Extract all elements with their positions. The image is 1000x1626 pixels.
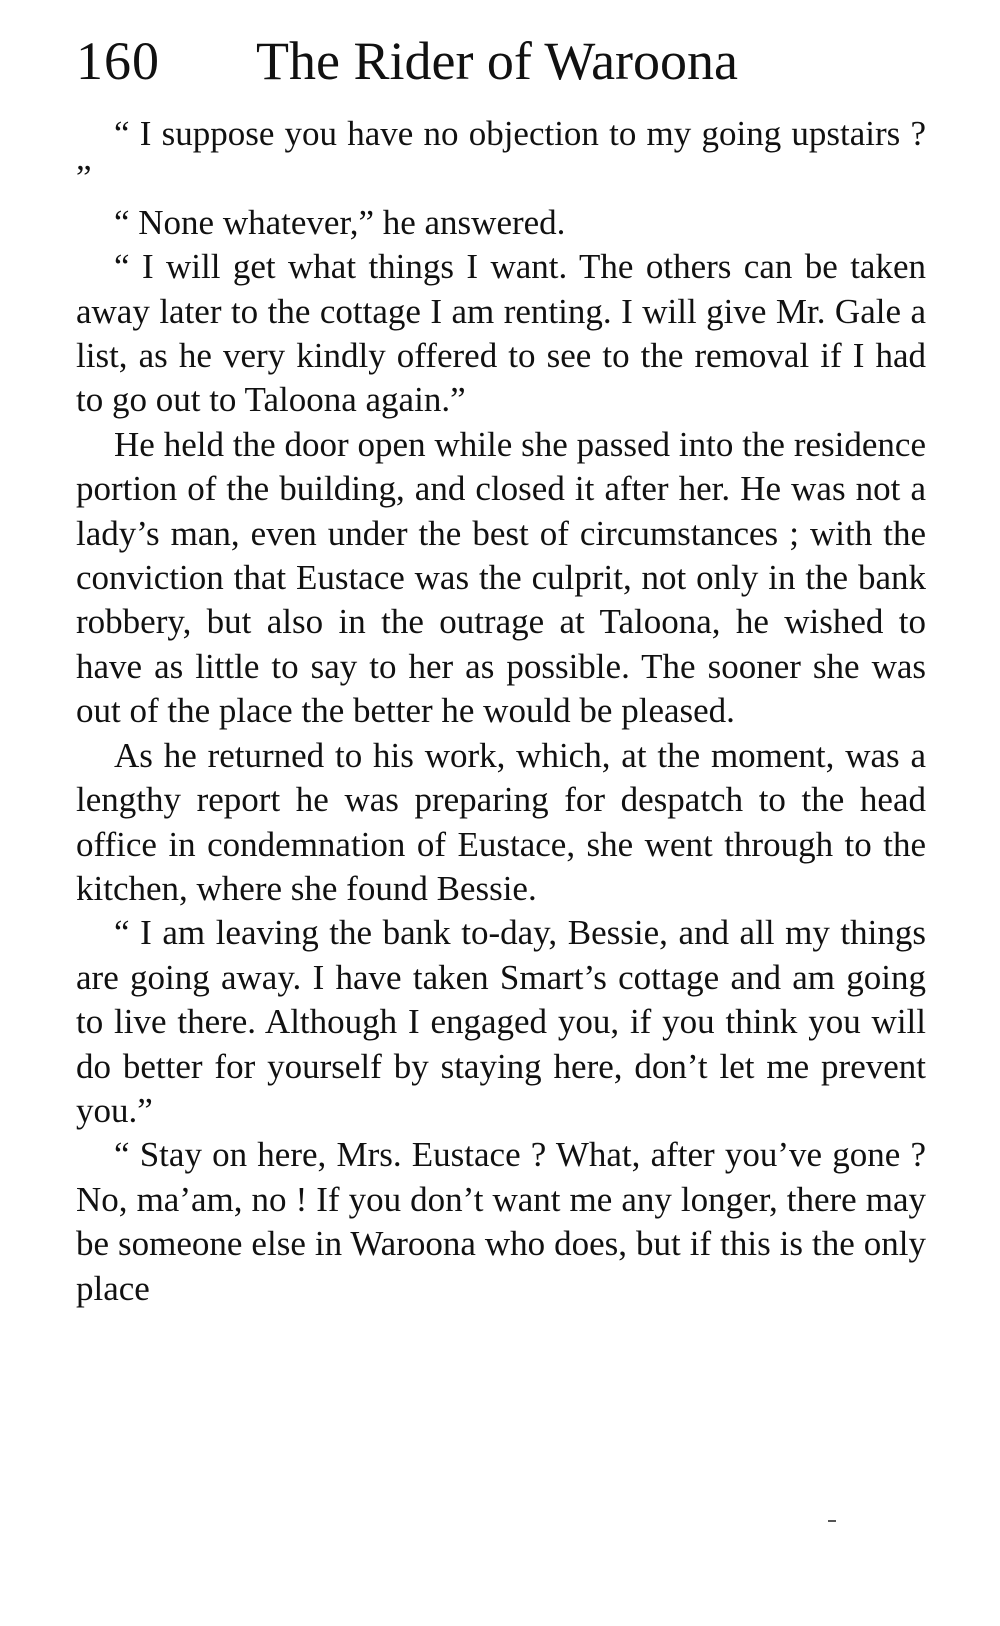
paragraph: “ Stay on here, Mrs. Eustace ? What, after you’ve gone ? No, ma’am, no ! If you don’t want me any longer, there may be someone else in Waroona who does, but if this is the only place [76, 1135, 926, 1308]
body-text [76, 112, 926, 1311]
print-speck [828, 1520, 836, 1522]
paragraph: As he returned to his work, which, at the moment, was a lengthy report he was preparing for despatch to the head office in condemnation of Eustace, she went through to the kitchen, where she found Bessie. [76, 735, 926, 908]
paragraph: “ I will get what things I want. The others can be taken away later to the cottage I am renting. I will give Mr. Gale a list, as he very kindly offered to see to the removal if I had to go out to Taloona again.” [76, 247, 926, 420]
page-header [76, 28, 926, 94]
paragraph: “ I am leaving the bank to-day, Bessie, and all my things are going away. I have taken Smart’s cottage and am going to live there. Although I engaged you, if you think you will do better for yourself by staying here, don’t let me prevent you.” [76, 913, 926, 1130]
paragraph: “ None whatever,” he answered. [114, 202, 566, 242]
running-title: The Rider of Waroona [256, 31, 738, 91]
page-number: 160 [76, 31, 160, 91]
paragraph: “ I suppose you have no objection to my going upstairs ? ” [76, 114, 926, 198]
paragraph: He held the door open while she passed into the residence portion of the building, and closed it after her. He was not a lady’s man, even under the best of circumstances ; with the conviction that Eustace was the culprit, not only in the bank robbery, but also in the outrage at Taloona, he wished to have as little to say to her as possible. The sooner she was out of the place the better he would be pleased. [76, 424, 926, 731]
